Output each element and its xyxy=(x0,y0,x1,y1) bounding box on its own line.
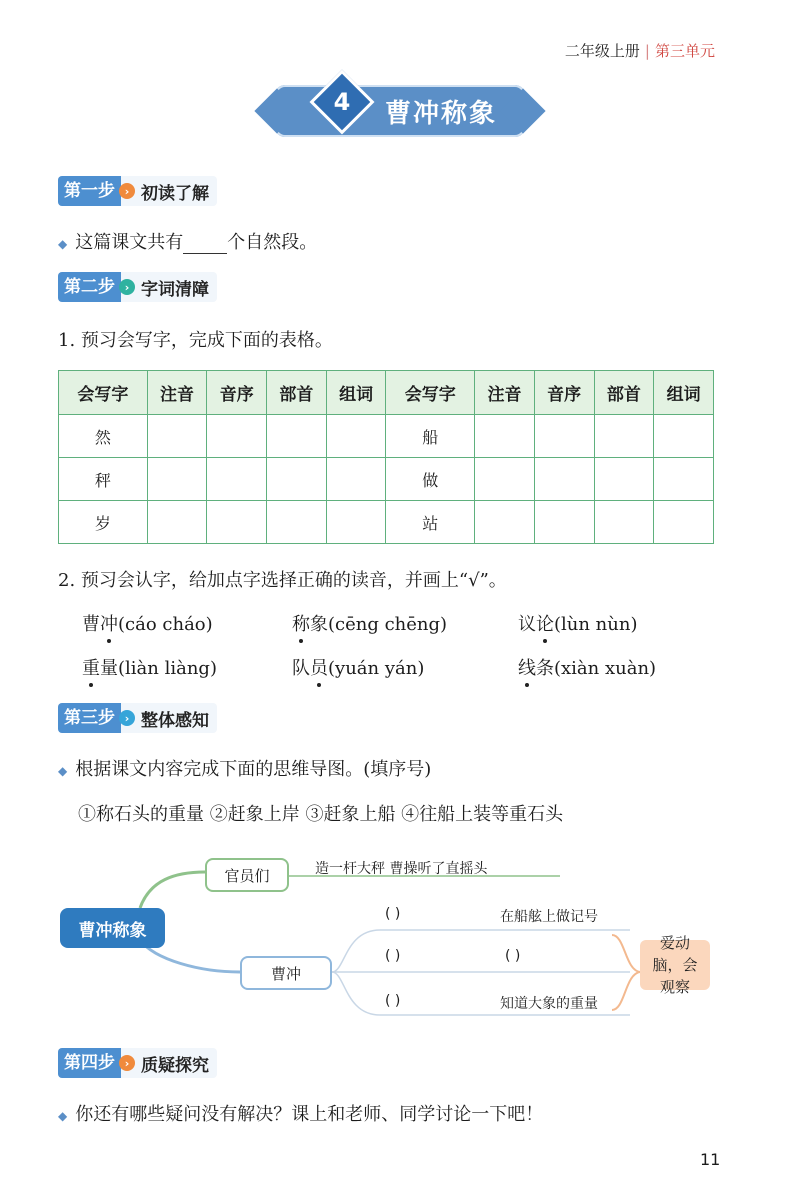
chevron-right-icon: › xyxy=(119,710,135,726)
answer-cell[interactable] xyxy=(326,501,386,544)
answer-blank[interactable] xyxy=(183,236,227,254)
answer-cell[interactable] xyxy=(475,458,535,501)
dotted-char: 重 xyxy=(82,658,100,679)
answer-cell[interactable] xyxy=(534,458,594,501)
pinyin-item[interactable] xyxy=(518,654,656,680)
pinyin-options: (yuán yán) xyxy=(328,658,425,679)
pinyin-options: (liàn liàng) xyxy=(118,658,217,679)
diamond-bullet-icon: ◆ xyxy=(58,764,68,778)
pinyin-item[interactable] xyxy=(82,654,217,680)
answer-cell[interactable] xyxy=(534,415,594,458)
step-3-header xyxy=(58,703,217,733)
lesson-number: 4 xyxy=(333,88,351,116)
title-badge xyxy=(275,85,525,137)
answer-options: ①称石头的重量 ②赶象上岸 ③赶象上船 ④往船上装等重石头 xyxy=(78,804,564,825)
answer-cell[interactable] xyxy=(594,415,654,458)
answer-paren[interactable]: ( ) xyxy=(385,948,401,964)
pinyin-options: (xiàn xuàn) xyxy=(554,658,657,679)
chevron-right-icon: › xyxy=(119,1055,135,1071)
table-row xyxy=(59,458,714,501)
answer-cell[interactable] xyxy=(147,415,207,458)
character-cell: 站 xyxy=(386,501,475,544)
step-4-question xyxy=(58,1100,543,1126)
character-cell: 做 xyxy=(386,458,475,501)
step-name: 质疑探究 xyxy=(141,1055,209,1076)
column-header: 组词 xyxy=(654,371,714,415)
unit-label: 第三单元 xyxy=(654,42,715,60)
character-cell: 岁 xyxy=(59,501,148,544)
character-cell: 船 xyxy=(386,415,475,458)
grade-label: 二年级上册 xyxy=(564,42,640,60)
lesson-title xyxy=(0,85,800,137)
table-row xyxy=(59,415,714,458)
step-label: 第二步 xyxy=(58,272,121,302)
pinyin-item[interactable] xyxy=(82,610,213,636)
table-header-row xyxy=(59,371,714,415)
answer-cell[interactable] xyxy=(475,501,535,544)
question-text-before: 这篇课文共有 xyxy=(75,232,184,253)
answer-cell[interactable] xyxy=(326,458,386,501)
mind-map-root: 曹冲称象 xyxy=(60,908,165,948)
answer-cell[interactable] xyxy=(267,458,327,501)
page-header xyxy=(565,40,715,61)
answer-cell[interactable] xyxy=(594,501,654,544)
word-part: 队 xyxy=(292,658,310,679)
answer-cell[interactable] xyxy=(475,415,535,458)
word-part: 量 xyxy=(100,658,118,679)
column-header: 会写字 xyxy=(386,371,475,415)
answer-cell[interactable] xyxy=(654,501,714,544)
step-name: 初读了解 xyxy=(141,183,209,204)
branch-caochong: 曹冲 xyxy=(240,956,332,990)
header-separator: | xyxy=(644,42,650,60)
lesson-number-badge xyxy=(309,69,374,134)
column-header: 部首 xyxy=(267,371,327,415)
question-1: 1. 预习会写字，完成下面的表格。 xyxy=(58,330,333,351)
step-text: 在船舷上做记号 xyxy=(500,909,598,925)
question-text-after: 个自然段。 xyxy=(227,232,318,253)
branch-officials: 官员们 xyxy=(205,858,289,892)
pinyin-options: (lùn nùn) xyxy=(554,614,638,635)
answer-cell[interactable] xyxy=(654,415,714,458)
word-part: 曹 xyxy=(82,614,100,635)
answer-cell[interactable] xyxy=(326,415,386,458)
note-badge: 爱动脑，会观察 xyxy=(640,940,710,990)
answer-cell[interactable] xyxy=(147,458,207,501)
column-header: 注音 xyxy=(147,371,207,415)
answer-cell[interactable] xyxy=(534,501,594,544)
word-part: 象 xyxy=(310,614,328,635)
step-label: 第四步 xyxy=(58,1048,121,1078)
pinyin-item[interactable] xyxy=(292,654,424,680)
lesson-title-text: 曹冲称象 xyxy=(384,98,497,129)
column-header: 会写字 xyxy=(59,371,148,415)
question-text: 根据课文内容完成下面的思维导图。(填序号) xyxy=(75,759,432,780)
column-header: 音序 xyxy=(207,371,267,415)
answer-paren[interactable]: ( ) xyxy=(385,993,401,1009)
diamond-bullet-icon: ◆ xyxy=(58,1109,68,1123)
step-1-header xyxy=(58,176,217,206)
branch-officials-text: 造一杆大秤 曹操听了直摇头 xyxy=(315,861,488,877)
question-2: 2. 预习会认字，给加点字选择正确的读音，并画上“√”。 xyxy=(58,570,507,591)
answer-cell[interactable] xyxy=(654,458,714,501)
character-cell: 然 xyxy=(59,415,148,458)
step-name: 整体感知 xyxy=(141,710,209,731)
step-name: 字词清障 xyxy=(141,279,209,300)
table-row xyxy=(59,501,714,544)
diamond-bullet-icon: ◆ xyxy=(58,237,68,251)
column-header: 部首 xyxy=(594,371,654,415)
column-header: 注音 xyxy=(475,371,535,415)
answer-paren[interactable]: ( ) xyxy=(385,906,401,922)
step-text: 知道大象的重量 xyxy=(500,996,598,1012)
step-4-header xyxy=(58,1048,217,1078)
column-header: 组词 xyxy=(326,371,386,415)
writing-characters-table xyxy=(58,370,714,544)
pinyin-options: (cáo cháo) xyxy=(118,614,213,635)
page-number: 11 xyxy=(700,1150,721,1169)
answer-cell[interactable] xyxy=(267,501,327,544)
answer-cell[interactable] xyxy=(147,501,207,544)
step-label: 第一步 xyxy=(58,176,121,206)
answer-cell[interactable] xyxy=(207,415,267,458)
answer-cell[interactable] xyxy=(267,415,327,458)
word-part: 条 xyxy=(536,658,554,679)
character-cell: 秤 xyxy=(59,458,148,501)
column-header: 音序 xyxy=(534,371,594,415)
step-3-question xyxy=(58,755,431,781)
pinyin-item[interactable] xyxy=(518,610,638,636)
chevron-right-icon: › xyxy=(119,183,135,199)
dotted-char: 称 xyxy=(292,614,310,635)
mind-map xyxy=(0,840,800,1030)
step-label: 第三步 xyxy=(58,703,121,733)
dotted-char: 论 xyxy=(536,614,554,635)
step-1-question xyxy=(58,228,317,254)
question-text: 你还有哪些疑问没有解决？课上和老师、同学讨论一下吧！ xyxy=(75,1104,544,1125)
dotted-char: 冲 xyxy=(100,614,118,635)
step-2-header xyxy=(58,272,217,302)
pinyin-item[interactable] xyxy=(292,610,447,636)
answer-cell[interactable] xyxy=(207,458,267,501)
word-part: 议 xyxy=(518,614,536,635)
dotted-char: 线 xyxy=(518,658,536,679)
pinyin-options: (cēng chēng) xyxy=(328,614,448,635)
answer-cell[interactable] xyxy=(594,458,654,501)
chevron-right-icon: › xyxy=(119,279,135,295)
answer-paren[interactable]: ( ) xyxy=(505,948,521,964)
dotted-char: 员 xyxy=(310,658,328,679)
answer-cell[interactable] xyxy=(207,501,267,544)
